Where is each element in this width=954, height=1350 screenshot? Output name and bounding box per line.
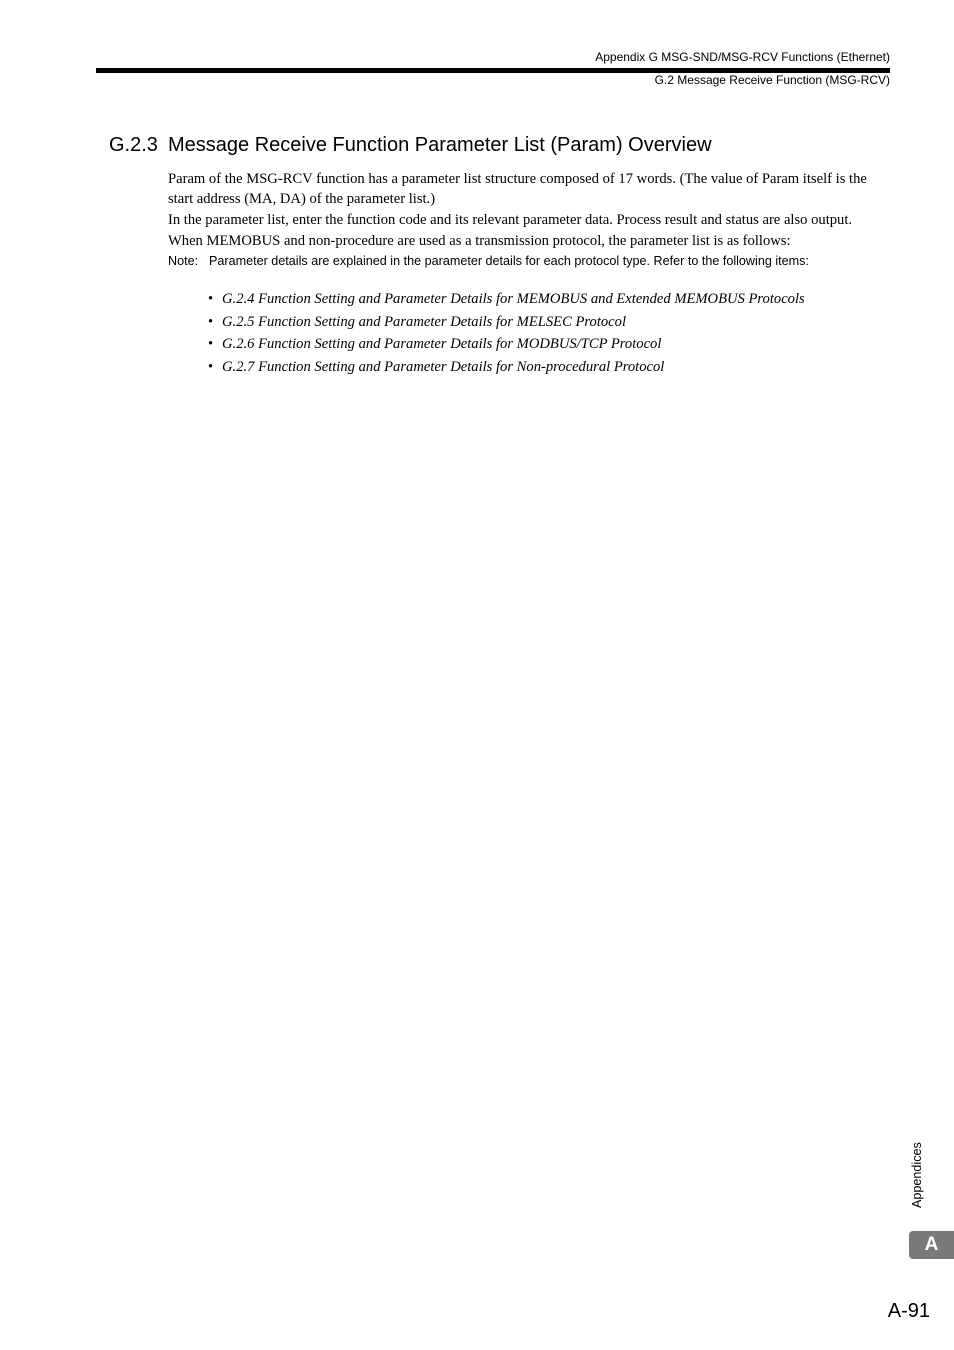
reference-link[interactable]: G.2.4 Function Setting and Parameter Details for MEMOBUS and Extended MEMOBUS Protocols xyxy=(222,291,805,307)
body-text xyxy=(168,169,892,252)
reference-link[interactable]: G.2.6 Function Setting and Parameter Details for MODBUS/TCP Protocol xyxy=(222,336,662,352)
note-text: Parameter details are explained in the parameter details for each protocol type. Refer to the following items: xyxy=(209,254,809,268)
body-paragraph: In the parameter list, enter the function code and its relevant parameter data. Process result and status are also output. xyxy=(168,212,853,228)
bullet-icon: • xyxy=(208,358,214,375)
bullet-icon: • xyxy=(208,336,214,352)
body-paragraph: When MEMOBUS and non-procedure are used as a transmission protocol, the parameter list is as follows: xyxy=(168,233,791,249)
body-paragraph: Param of the MSG-RCV function has a parameter list structure composed of 17 words. (The value of Param itself is the start address (MA, DA) of the parameter list.) xyxy=(168,171,867,207)
reference-link[interactable]: G.2.5 Function Setting and Parameter Details for MELSEC Protocol xyxy=(222,313,626,330)
bullet-icon: • xyxy=(208,313,214,330)
reference-link[interactable]: G.2.7 Function Setting and Parameter Details for Non-procedural Protocol xyxy=(222,358,665,375)
reference-item[interactable] xyxy=(208,311,805,334)
page-number: A-91 xyxy=(887,1300,930,1322)
side-section-label: Appendices xyxy=(910,1142,924,1208)
reference-item[interactable] xyxy=(208,356,805,379)
note-block xyxy=(168,253,848,270)
reference-item[interactable] xyxy=(208,288,805,311)
section-title-text: Message Receive Function Parameter List (Param) Overview xyxy=(168,134,712,156)
reference-item[interactable] xyxy=(208,333,805,356)
running-header-section: G.2 Message Receive Function (MSG-RCV) xyxy=(654,73,890,87)
note-label: Note: xyxy=(168,254,199,268)
bullet-icon: • xyxy=(208,291,214,307)
section-number: G.2.3 xyxy=(109,134,158,156)
appendix-tab: A xyxy=(909,1231,954,1259)
reference-list xyxy=(208,288,805,378)
section-heading xyxy=(109,134,712,157)
running-header-chapter: Appendix G MSG-SND/MSG-RCV Functions (Ethernet) xyxy=(595,50,890,64)
